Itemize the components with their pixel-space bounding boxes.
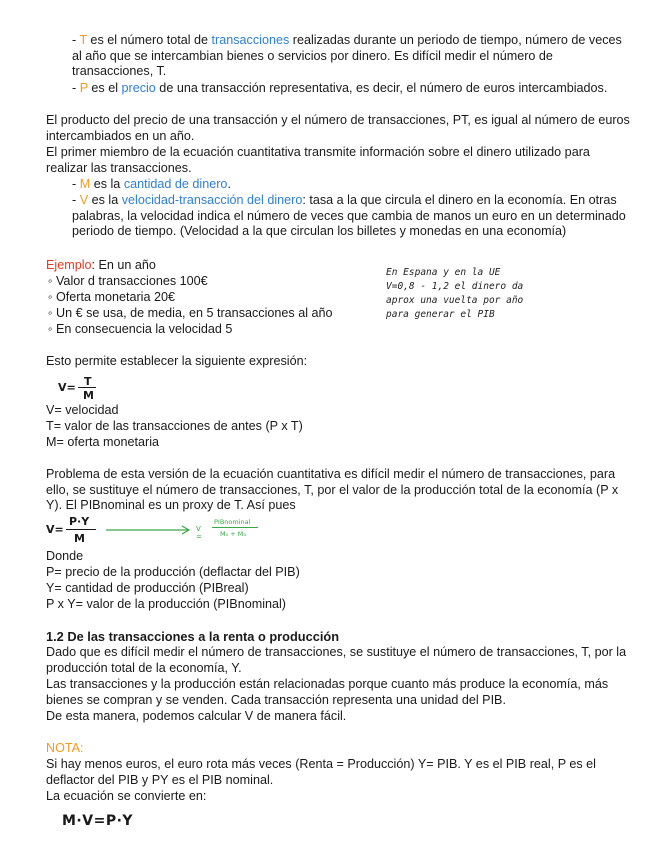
def-line: P x Y= valor de la producción (PIBnominal): [46, 597, 286, 611]
formula-num: P·Y: [69, 515, 90, 528]
var-V: V: [79, 193, 89, 207]
var-T: T: [79, 33, 87, 47]
list-item-text: En consecuencia la velocidad 5: [55, 322, 233, 336]
paragraph-T-definition: [72, 33, 628, 80]
text: realizadas durante un periodo de tiempo, número de veces al año que se intercambian bienes o servicios por dinero. Es difícil medir el número de transacciones, T.: [72, 33, 622, 79]
var-P: P: [79, 81, 88, 95]
paragraph-M-definition: [72, 177, 628, 193]
text: de una transacción representativa, es decir, el número de euros intercambiados.: [155, 81, 608, 95]
green-formula-den: M₀ + M₃: [220, 530, 247, 538]
list-item: ◦ Valor d transacciones 100€: [48, 274, 208, 288]
text: es el: [87, 81, 122, 95]
paragraph-pt: El producto del precio de una transacción y el número de transacciones, PT, es igual al número de euros intercambiados en un año.: [46, 113, 630, 143]
arrow-right-icon: [104, 524, 194, 536]
dash: -: [72, 177, 80, 191]
green-formula-lhs: V =: [196, 525, 202, 541]
def-line: T= valor de las transacciones de antes (P x T): [46, 419, 303, 433]
text: es el número total de: [86, 33, 212, 47]
handwritten-note: [386, 266, 523, 322]
formula-lhs: V=: [58, 381, 76, 394]
list-item: ◦ Un € se usa, de media, en 5 transacciones al año: [48, 306, 333, 320]
handnote-line: V=0,8 - 1,2 el dinero da: [386, 281, 524, 292]
example-label: Ejemplo: [46, 258, 92, 272]
text: es la: [88, 193, 122, 207]
text: .: [227, 177, 231, 191]
list-item-text: Valor d transacciones 100€: [55, 274, 208, 288]
formula-num: T: [84, 375, 92, 388]
list-item-text: Oferta monetaria 20€: [55, 290, 175, 304]
green-fraction-bar: [212, 527, 258, 528]
text: es la: [90, 177, 124, 191]
paragraph-P-definition: [72, 81, 628, 97]
paragraph-expression-intro: Esto permite establecer la siguiente expresión:: [46, 354, 308, 368]
section-heading: 1.2 De las transacciones a la renta o producción: [46, 629, 340, 644]
def-line: V= velocidad: [46, 403, 119, 417]
handnote-line: para generar el PIB: [386, 309, 495, 320]
dash: -: [72, 33, 80, 47]
def-line: Y= cantidad de producción (PIBreal): [46, 581, 249, 595]
term-velocidad: velocidad-transacción del dinero: [121, 193, 303, 207]
formula-lhs: V=: [46, 523, 64, 536]
formula-den: M: [74, 532, 85, 545]
nota-label: NOTA:: [46, 741, 84, 755]
var-M: M: [79, 177, 91, 191]
paragraph-relation: Las transacciones y la producción están relacionadas porque cuanto más produce la economía, más bienes se compran y se venden. Cada transacción representa una unidad del PIB.: [46, 677, 609, 707]
paragraph-calc-v: De esta manera, podemos calcular V de manera fácil.: [46, 709, 347, 723]
paragraph-first-member: El primer miembro de la ecuación cuantitativa transmite información sobre el dinero utilizado para realizar las transacciones.: [46, 145, 590, 175]
paragraph-V-definition: [72, 193, 628, 240]
example-heading: [46, 258, 631, 274]
paragraph-substitution: Dado que es difícil medir el número de transacciones, se sustituye el número de transacciones, T, por la producción total de la economía, Y.: [46, 645, 627, 675]
term-precio: precio: [121, 81, 156, 95]
list-item: ◦ En consecuencia la velocidad 5: [48, 322, 233, 336]
green-formula-num: PIBnominal: [214, 518, 251, 526]
formula-den: M: [83, 389, 94, 402]
fraction-bar: [66, 529, 96, 530]
def-line: M= oferta monetaria: [46, 435, 160, 449]
term-transacciones: transacciones: [211, 33, 290, 47]
def-line: P= precio de la producción (deflactar del PIB): [46, 565, 300, 579]
example-rest: : En un año: [91, 258, 156, 272]
paragraph-equation-intro: La ecuación se convierte en:: [46, 789, 207, 803]
donde: Donde: [46, 549, 84, 563]
text: : tasa a la que circula el dinero en la economía. En otras palabras, la velocidad indica el número de veces que cambia de manos un euro en un determinado periodo de tiempo. (Velocidad a la que circulan los billetes y monedas en una economía): [72, 193, 626, 239]
list-item: ◦ Oferta monetaria 20€: [48, 290, 175, 304]
handnote-line: aprox una vuelta por año: [386, 295, 524, 306]
paragraph-problem: Problema de esta versión de la ecuación cuantitativa es difícil medir el número de transacciones, para ello, se sustituye el número de transacciones, T, por el valor de la producción total de la economía (P x Y). El PIBnominal es un proxy de T. Así pues: [46, 467, 619, 513]
formula-v-py-m: [46, 514, 251, 550]
paragraph-nota: Si hay menos euros, el euro rota más veces (Renta = Producción) Y= PIB. Y es el PIB real, P es el deflactor del PIB y PY es el PIB nominal.: [46, 757, 596, 787]
dash: -: [72, 193, 80, 207]
list-item-text: Un € se usa, de media, en 5 transacciones al año: [55, 306, 333, 320]
dash: -: [72, 81, 80, 95]
handnote-line: En Espana y en la UE: [386, 267, 501, 278]
formula-mv-py: M·V=P·Y: [62, 813, 134, 829]
term-cantidad-dinero: cantidad de dinero: [123, 177, 228, 191]
